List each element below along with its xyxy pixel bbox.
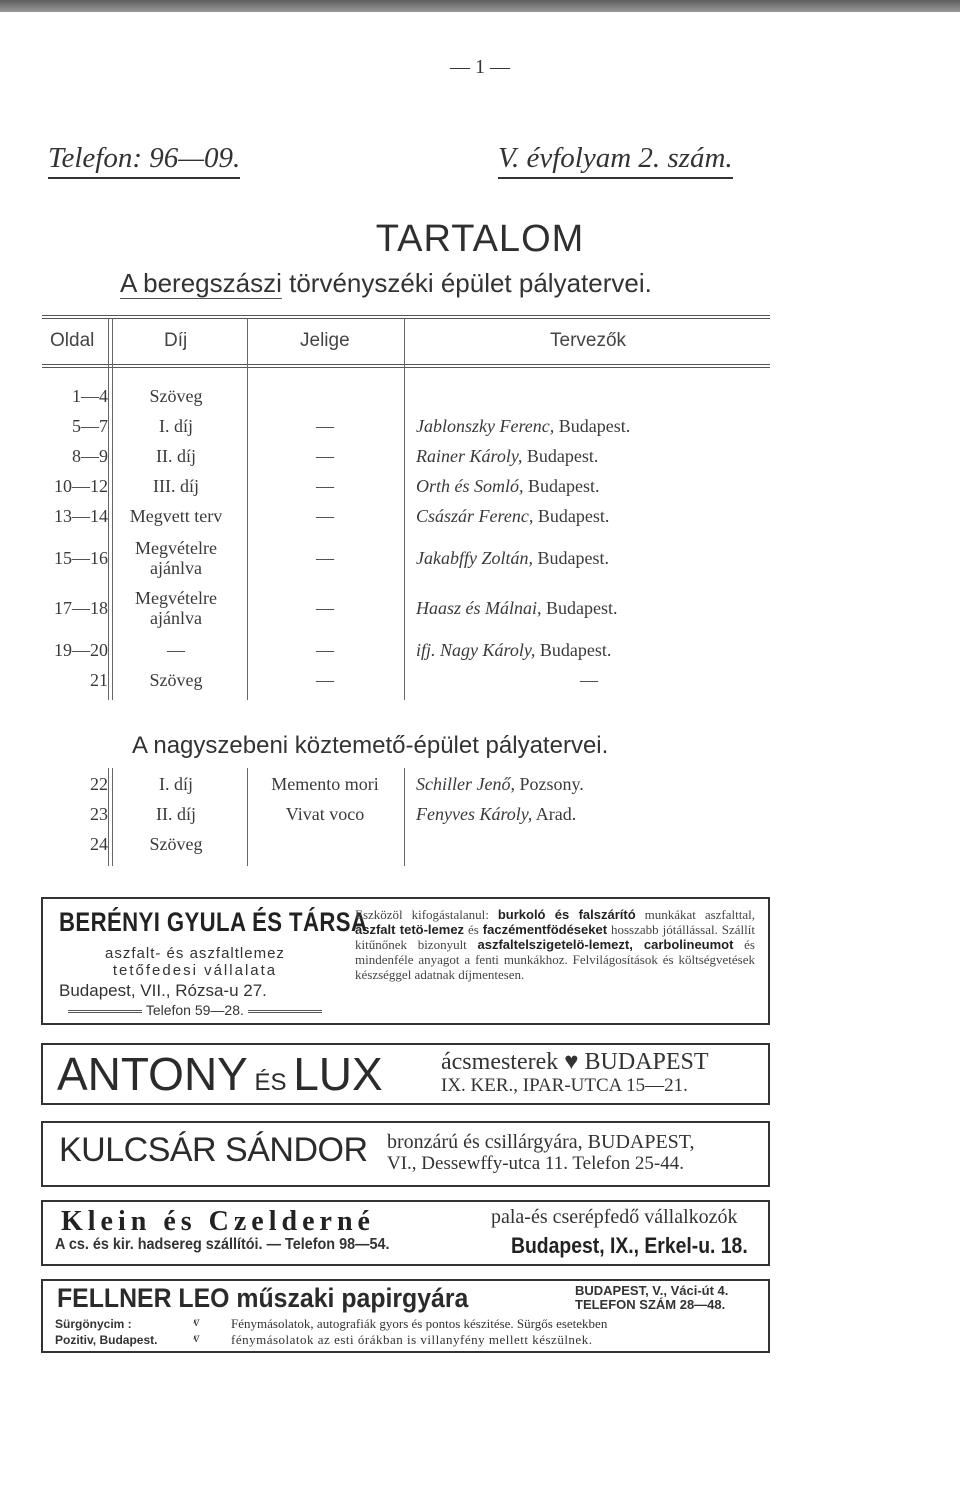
ad-fellner: [41, 1279, 770, 1353]
top-edge-strip: [0, 0, 960, 12]
col-divider-1: [108, 318, 109, 700]
header-phone: Telefon: 96—09.: [48, 142, 240, 179]
row-tervezo: —: [580, 670, 598, 690]
row-tervezo: [416, 446, 598, 467]
row-dij: —: [167, 640, 185, 660]
row-jelige: —: [316, 476, 334, 496]
ad-berenyi-text: [355, 907, 755, 982]
row-dij: Szöveg: [149, 834, 203, 854]
row-oldal: 19—20: [54, 640, 108, 660]
ad-berenyi-phone-line: [43, 1002, 347, 1018]
ad-fellner-addr2: TELEFON SZÁM 28—48.: [575, 1297, 726, 1312]
double-rule: [248, 1010, 322, 1013]
row-oldal: 24: [90, 834, 108, 854]
designer-name: Fenyves Károly,: [416, 804, 533, 824]
row-dij: [112, 538, 240, 578]
ad-berenyi-sub1: aszfalt- és aszfaltlemez: [105, 945, 285, 962]
ad-antony-lux-line1: ácsmesterek ♥ BUDAPEST: [441, 1049, 709, 1075]
ad-fellner-addr1: BUDAPEST, V., Váci-út 4.: [575, 1283, 729, 1298]
row-jelige: Memento mori: [271, 774, 379, 794]
col-head-jelige: Jelige: [300, 330, 350, 351]
ad-antony-lux-name: [57, 1047, 383, 1101]
ad-text-bold: burkoló és falszárító: [497, 907, 636, 922]
ad-text-part: hosszabb jótállással. Szállít kitűnőnek bizonyult: [355, 922, 755, 952]
row-jelige: —: [316, 670, 334, 690]
ad-berenyi-address: Budapest, VII., Rózsa-u 27.: [59, 981, 267, 1000]
row-dij-line1: Megvételre: [135, 538, 217, 558]
ad-klein-name: Klein és Czelderné: [61, 1206, 375, 1237]
ad-kulcsar-line2: VI., Dessewffy-utca 11. Telefon 25-44.: [387, 1153, 684, 1174]
ad-berenyi-sub2: tetőfedesi vállalata: [112, 962, 278, 979]
row-oldal: 23: [90, 804, 108, 824]
row-jelige: Vivat voco: [285, 804, 365, 824]
row-oldal: 13—14: [54, 506, 108, 526]
row-tervezo: [416, 598, 618, 619]
ad-name-part: LUX: [293, 1048, 383, 1100]
col-head-tervezok: Tervezők: [550, 330, 627, 351]
designer-place: Budapest.: [522, 446, 599, 466]
section1-title: [120, 268, 652, 299]
designer-name: Jakabffy Zoltán,: [416, 548, 533, 568]
row-dij: II. díj: [156, 446, 196, 466]
ad-fellner-text2: fénymásolatok az esti órákban is villanyfény mellett készülnek.: [231, 1332, 593, 1347]
ad-berenyi-name: BERÉNYI GYULA ÉS TÁRSA: [59, 907, 368, 937]
row-jelige: —: [316, 416, 334, 436]
col-divider-3-sec2: [404, 768, 405, 866]
row-dij: I. díj: [159, 416, 193, 436]
row-oldal: 22: [90, 774, 108, 794]
row-dij: I. díj: [159, 774, 193, 794]
ad-berenyi: [41, 897, 770, 1025]
section2-title: A nagyszebeni köztemető-épület pályatervei.: [132, 732, 609, 759]
col-divider-3: [404, 318, 405, 700]
ad-name-conj: ÉS: [247, 1069, 294, 1096]
row-dij: [112, 588, 240, 628]
ad-fellner-text1: Fénymásolatok, autografiák gyors és pontos készitése. Sürgős esetekben: [231, 1316, 608, 1331]
double-rule: [68, 1010, 142, 1013]
ad-klein-line1: pala-és cserépfedő vállalkozók: [491, 1206, 738, 1228]
row-jelige: —: [316, 598, 334, 618]
row-oldal: 15—16: [54, 548, 108, 568]
row-dij: III. díj: [153, 476, 199, 496]
row-tervezo: [416, 416, 630, 437]
ad-fellner-name: FELLNER LEO műszaki papirgyára: [57, 1283, 469, 1313]
ad-berenyi-phone: Telefon 59—28.: [145, 1002, 244, 1018]
col-head-oldal: Oldal: [50, 330, 95, 351]
designer-place: Budapest.: [523, 476, 600, 496]
row-oldal: 8—9: [72, 446, 108, 466]
ad-fellner-left2: Pozitiv, Budapest.: [55, 1333, 158, 1347]
col-divider-2: [247, 318, 248, 700]
row-tervezo: [416, 476, 600, 497]
row-dij: II. díj: [156, 804, 196, 824]
header-issue: V. évfolyam 2. szám.: [498, 142, 733, 179]
ad-berenyi-left: [43, 899, 368, 1023]
designer-place: Budapest.: [541, 598, 618, 618]
ad-text-part: munkákat aszfalttal,: [635, 907, 755, 922]
designer-name: ifj. Nagy Károly,: [416, 640, 536, 660]
table-top-rule-2: [42, 318, 770, 319]
ad-text-part: Eszközöl kifogástalanul:: [355, 907, 498, 922]
ad-text-bold: aszfalt tetö-lemez: [355, 922, 465, 937]
ad-name-part: ANTONY: [57, 1048, 248, 1100]
designer-place: Budapest.: [532, 548, 609, 568]
page-number: — 1 —: [450, 56, 510, 78]
designer-place: Budapest.: [533, 506, 610, 526]
col-divider-1-sec2: [108, 768, 109, 866]
ad-antony-lux-line2: IX. KER., IPAR-UTCA 15—21.: [441, 1075, 688, 1096]
ad-klein-line3: Budapest, IX., Erkel-u. 18.: [511, 1233, 748, 1258]
row-jelige: —: [316, 446, 334, 466]
row-tervezo: [416, 640, 611, 661]
designer-name: Jablonszky Ferenc,: [416, 416, 555, 436]
ad-text-bold: aszfaltelszigetelö-lemezt, carbolineumot: [477, 937, 734, 952]
row-oldal: 10—12: [54, 476, 108, 496]
row-tervezo: [416, 774, 584, 795]
designer-name: Rainer Károly,: [416, 446, 523, 466]
row-jelige: —: [316, 640, 334, 660]
ad-kulcsar: [41, 1121, 770, 1187]
section1-title-rest: törvényszéki épület pályatervei.: [281, 268, 652, 298]
row-oldal: 21: [90, 670, 108, 690]
designer-name: Császár Ferenc,: [416, 506, 534, 526]
designer-place: Budapest.: [554, 416, 631, 436]
row-dij: Megvett terv: [129, 506, 223, 526]
section1-title-underlined: A beregszászi: [120, 268, 282, 298]
designer-name: Schiller Jenő,: [416, 774, 515, 794]
ad-fellner-left1: Sürgönycim :: [55, 1317, 132, 1331]
table-head-rule: [42, 364, 770, 365]
ad-kulcsar-line1: bronzárú és csillárgyára, BUDAPEST,: [387, 1131, 695, 1153]
table-head-rule-2: [42, 367, 770, 368]
row-oldal: 5—7: [72, 416, 108, 436]
col-divider-2-sec2: [247, 768, 248, 866]
ad-text-bold: faczémentfödéseket: [482, 922, 608, 937]
row-tervezo: [416, 548, 609, 569]
ad-text-part: és mindenféle anyagot a fenti munkákhoz. Felvilágosítások és költségvetések készséggel adatnak díjmentesen.: [355, 937, 755, 982]
row-dij-line2: ajánlva: [150, 608, 202, 628]
row-tervezo: [416, 506, 609, 527]
row-oldal: 1—4: [72, 386, 108, 406]
designer-place: Budapest.: [535, 640, 612, 660]
row-oldal: 17—18: [54, 598, 108, 618]
ad-kulcsar-name: KULCSÁR SÁNDOR: [59, 1131, 368, 1169]
table-top-rule: [42, 315, 770, 316]
ornament-icon: ⱴ: [193, 1315, 200, 1330]
ad-klein: [41, 1200, 770, 1266]
designer-name: Orth és Somló,: [416, 476, 524, 496]
ad-antony-lux: [41, 1043, 770, 1105]
col-head-dij: Díj: [164, 330, 188, 351]
row-jelige: —: [316, 506, 334, 526]
row-dij-line2: ajánlva: [150, 558, 202, 578]
designer-place: Pozsony.: [514, 774, 584, 794]
page-title: TARTALOM: [375, 218, 585, 260]
ad-text-part: és: [464, 922, 483, 937]
row-dij: Szöveg: [149, 386, 203, 406]
row-dij: Szöveg: [149, 670, 203, 690]
ornament-icon: ⱴ: [193, 1331, 200, 1346]
row-dij-line1: Megvételre: [135, 588, 217, 608]
designer-name: Haasz és Málnai,: [416, 598, 542, 618]
row-jelige: —: [316, 548, 334, 568]
ad-klein-line2: A cs. és kir. hadsereg szállítói. — Telefon 98—54.: [55, 1236, 390, 1253]
designer-place: Arad.: [532, 804, 577, 824]
row-tervezo: [416, 804, 576, 825]
